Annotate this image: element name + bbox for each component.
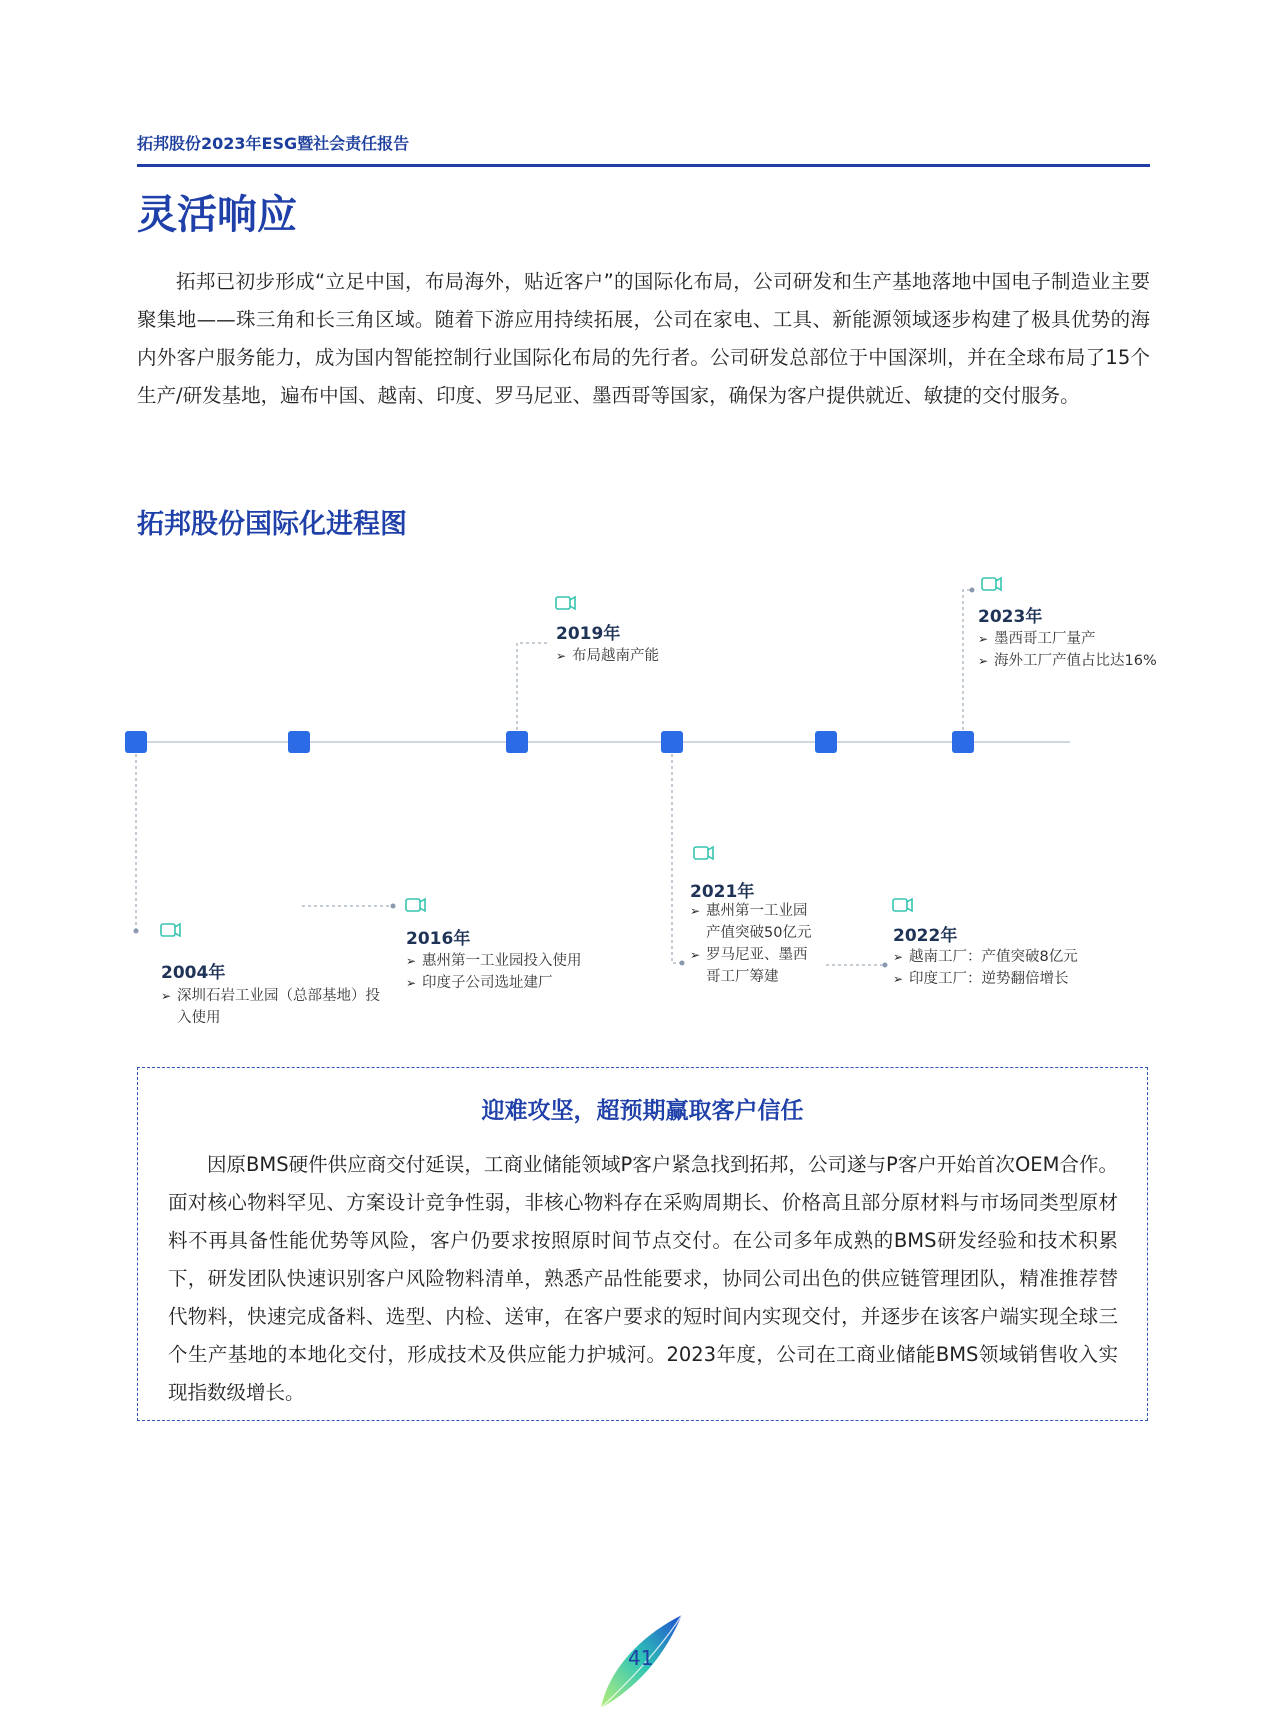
camera-icon bbox=[893, 899, 912, 911]
timeline-item: ➢ 惠州第一工业园投入使用 bbox=[406, 950, 636, 972]
node-1 bbox=[125, 731, 147, 753]
camera-icon bbox=[161, 924, 180, 936]
node-2 bbox=[288, 731, 310, 753]
timeline-year-2016: 2016年 bbox=[406, 929, 471, 949]
dot-2022 bbox=[883, 963, 888, 968]
camera-icon bbox=[982, 578, 1001, 590]
camera-icon bbox=[406, 899, 425, 911]
timeline-year-2019: 2019年 bbox=[556, 624, 621, 644]
timeline-items-2021 bbox=[690, 900, 812, 988]
connector-2019 bbox=[517, 643, 550, 742]
timeline-title: 拓邦股份国际化进程图 bbox=[137, 509, 407, 540]
timeline-items-2023 bbox=[978, 628, 1178, 672]
report-header-title: 拓邦股份2023年ESG暨社会责任报告 bbox=[137, 134, 410, 153]
timeline-items-2004 bbox=[161, 985, 391, 1029]
case-study-text: 因原BMS硬件供应商交付延误，工商业储能领域P客户紧急找到拓邦，公司遂与P客户开始首次OEM合作。面对核心物料罕见、方案设计竞争性弱，非核心物料存在采购周期长、价格高且部分原材料与市场同类型原材料不再具备性能优势等风险，客户仍要求按照原时间节点交付。在公司多年成熟的BMS研发经验和技术积累下，研发团队快速识别客户风险物料清单，熟悉产品性能要求，协同公司出色的供应链管理团队，精准推荐替代物料，快速完成备料、选型、内检、送审，在客户要求的短时间内实现交付，并逐步在该客户端实现全球三个生产基地的本地化交付，形成技术及供应能力护城河。2023年度，公司在工商业储能BMS领域销售收入实现指数级增长。 bbox=[168, 1153, 1118, 1404]
timeline-items-2022 bbox=[893, 946, 1113, 990]
timeline-items-2019 bbox=[556, 645, 756, 667]
page-number: 41 bbox=[628, 1646, 654, 1670]
timeline-items-2016 bbox=[406, 950, 636, 994]
timeline-item: ➢ 深圳石岩工业园（总部基地）投入使用 bbox=[161, 985, 391, 1029]
node-3 bbox=[506, 731, 528, 753]
timeline-item: ➢ 布局越南产能 bbox=[556, 645, 756, 667]
timeline-year-2022: 2022年 bbox=[893, 926, 958, 946]
case-study-box bbox=[137, 1067, 1148, 1421]
dot-2023 bbox=[970, 588, 975, 593]
timeline-item: ➢ 罗马尼亚、墨西哥工厂筹建 bbox=[690, 944, 812, 988]
timeline-item: ➢ 印度子公司选址建厂 bbox=[406, 972, 636, 994]
timeline-year-2004: 2004年 bbox=[161, 963, 226, 983]
dot-2016 bbox=[391, 904, 396, 909]
dot-2021 bbox=[680, 961, 685, 966]
timeline-year-2023: 2023年 bbox=[978, 607, 1043, 627]
node-4 bbox=[661, 731, 683, 753]
node-6 bbox=[952, 731, 974, 753]
section-title: 灵活响应 bbox=[137, 192, 297, 238]
timeline-year-2021: 2021年 bbox=[690, 882, 755, 902]
timeline-item: ➢ 印度工厂：逆势翻倍增长 bbox=[893, 968, 1113, 990]
camera-icon bbox=[556, 597, 575, 609]
timeline-connectors bbox=[136, 590, 972, 965]
timeline-item: ➢ 越南工厂：产值突破8亿元 bbox=[893, 946, 1113, 968]
timeline-item: ➢ 墨西哥工厂量产 bbox=[978, 628, 1178, 650]
connector-2023 bbox=[963, 590, 972, 742]
dot-2004 bbox=[134, 929, 139, 934]
connector-dots bbox=[134, 588, 975, 968]
connector-2021 bbox=[672, 742, 682, 963]
case-study-title: 迎难攻坚，超预期赢取客户信任 bbox=[481, 1098, 804, 1124]
node-5 bbox=[815, 731, 837, 753]
timeline-item: ➢ 惠州第一工业园产值突破50亿元 bbox=[690, 900, 812, 944]
intro-paragraph: 拓邦已初步形成“立足中国，布局海外，贴近客户”的国际化布局，公司研发和生产基地落地中国电子制造业主要聚集地——珠三角和长三角区域。随着下游应用持续拓展，公司在家电、工具、新能源领域逐步构建了极具优势的海内外客户服务能力，成为国内智能控制行业国际化布局的先行者。公司研发总部位于中国深圳，并在全球布局了15个生产/研发基地，遍布中国、越南、印度、罗马尼亚、墨西哥等国家，确保为客户提供就近、敏捷的交付服务。 bbox=[137, 270, 1150, 407]
timeline-item: ➢ 海外工厂产值占比达16% bbox=[978, 650, 1178, 672]
camera-icon bbox=[694, 847, 713, 859]
